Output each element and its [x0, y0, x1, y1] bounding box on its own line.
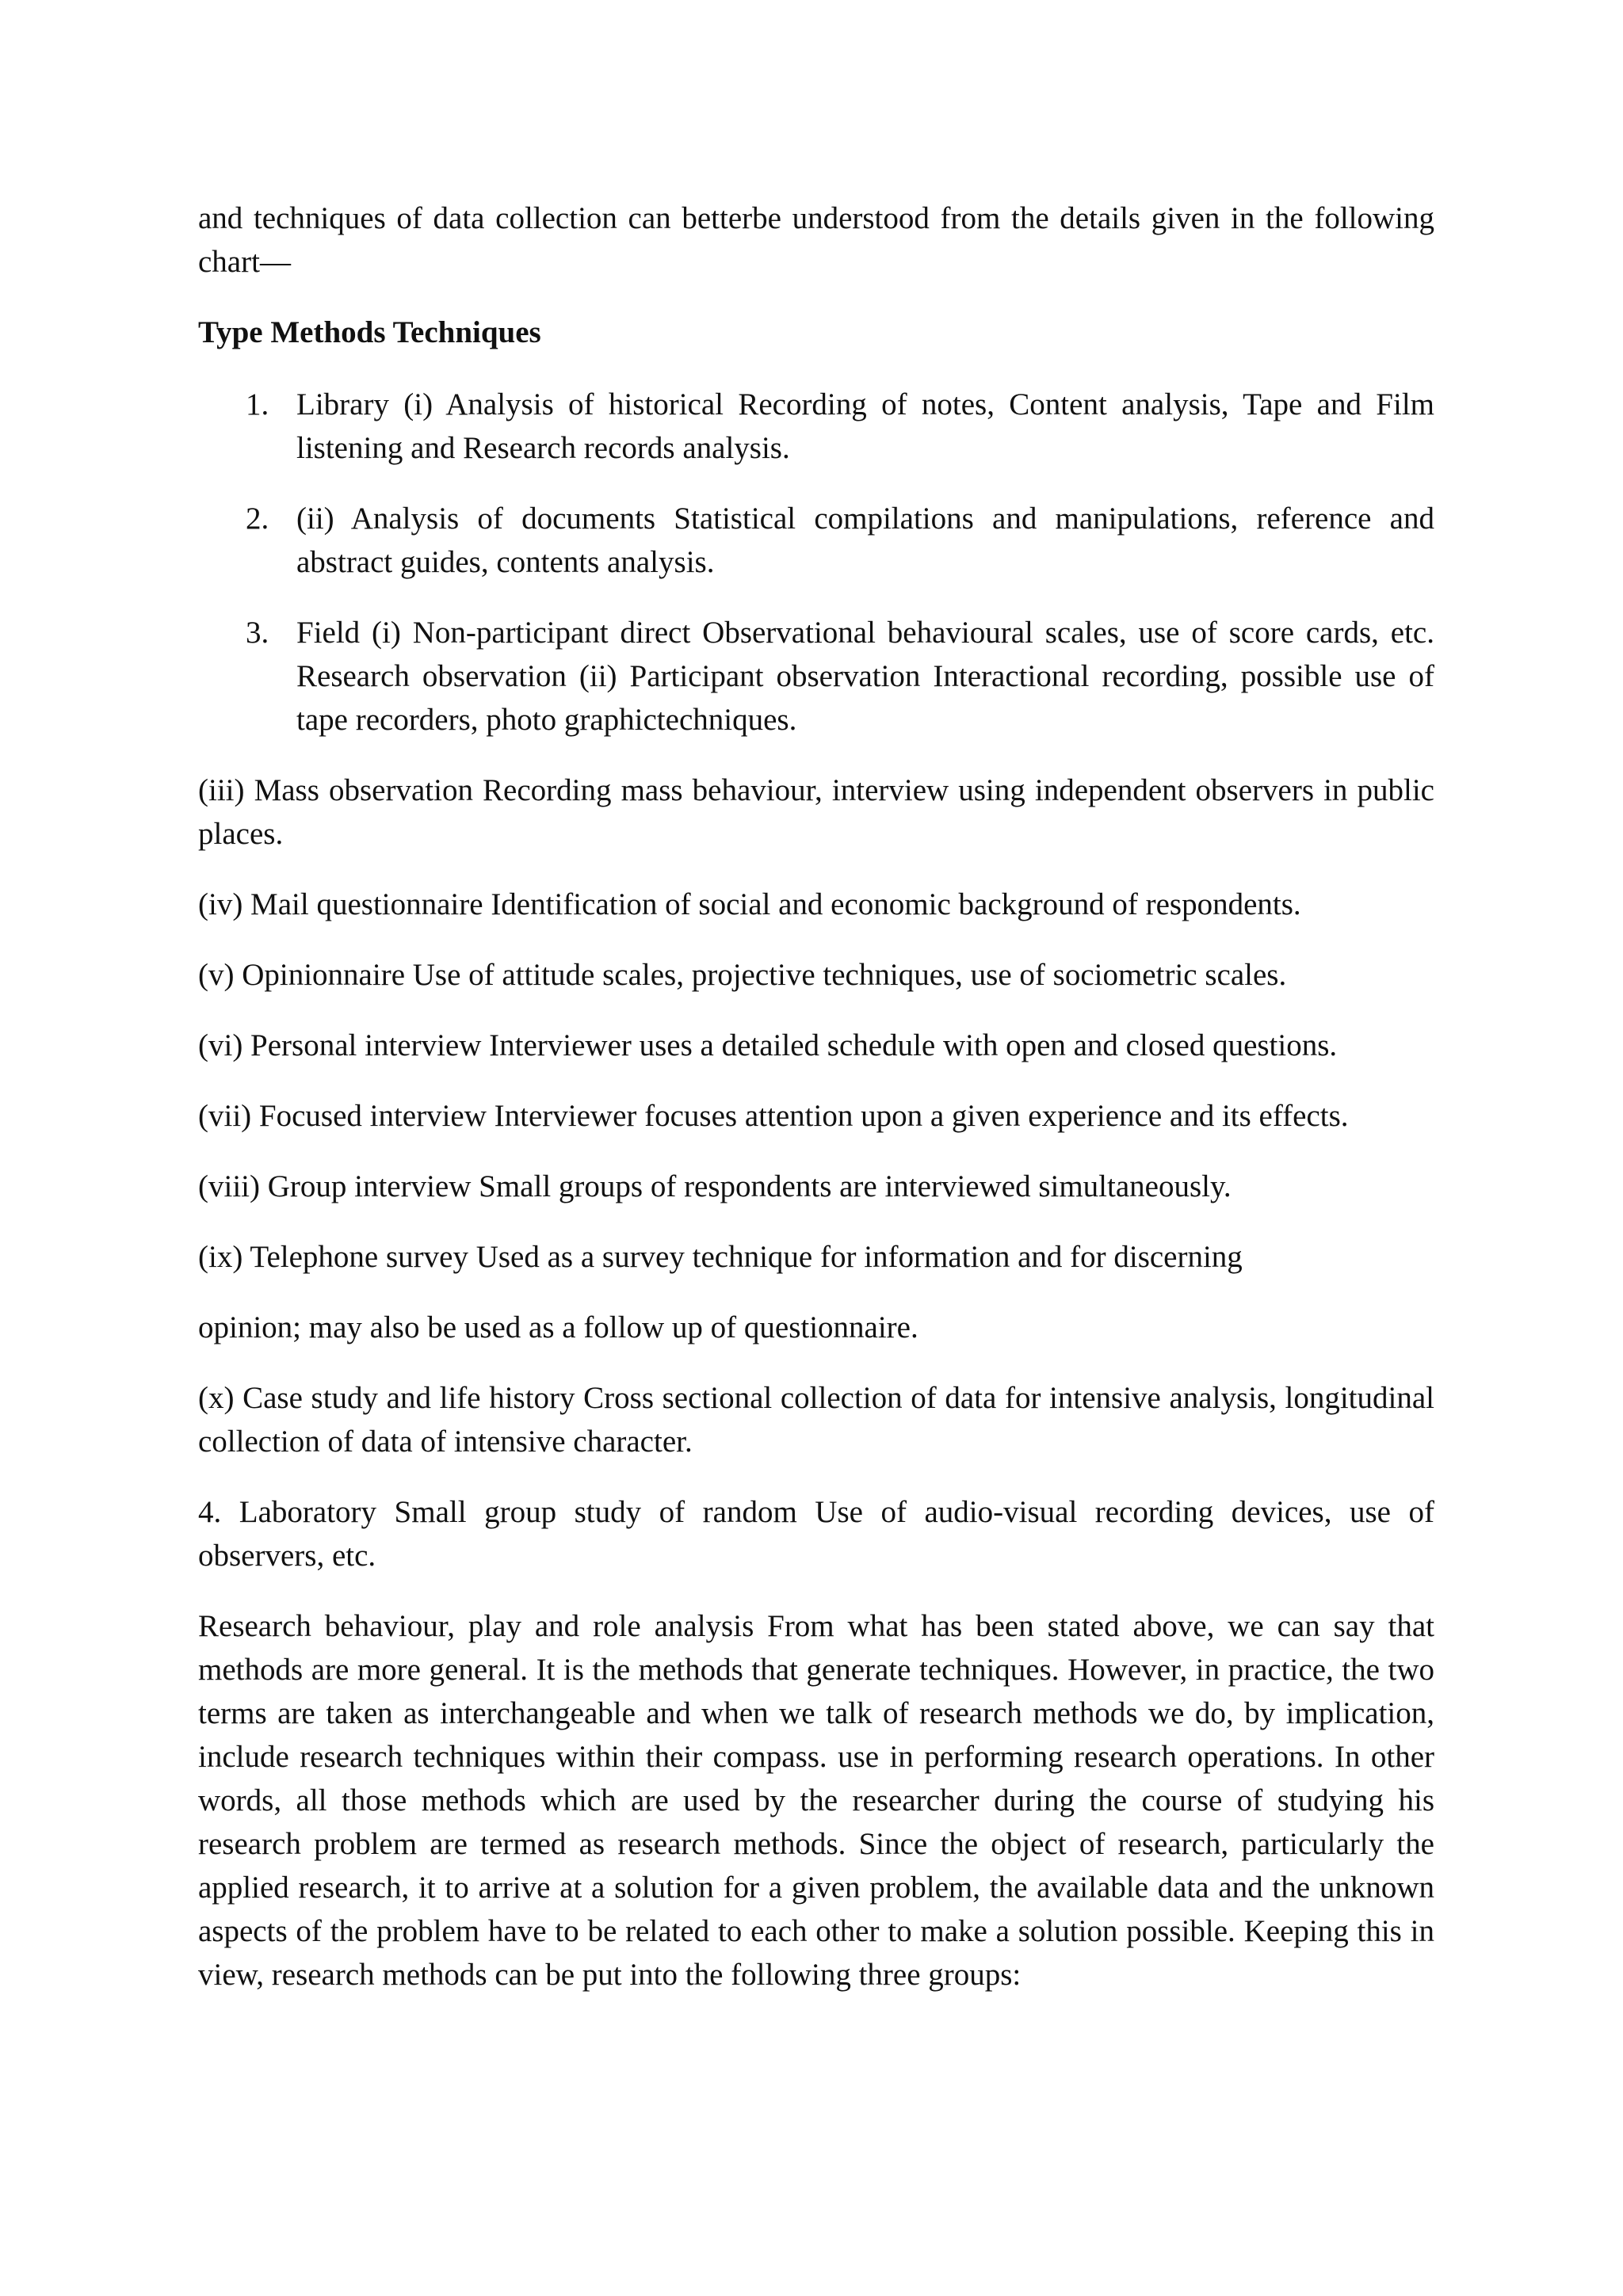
- numbered-list: [198, 383, 1434, 742]
- list-item-number: 3.: [246, 616, 269, 650]
- document-page: [198, 196, 1434, 2023]
- list-item: [198, 611, 1434, 742]
- intro-paragraph: and techniques of data collection can betterbe understood from the details given in the following chart—: [198, 201, 1434, 279]
- paragraph-mail-questionnaire: (iv) Mail questionnaire Identification of social and economic background of respondents.: [198, 887, 1301, 921]
- paragraph-personal-interview: (vi) Personal interview Interviewer uses a detailed schedule with open and closed questions.: [198, 1028, 1338, 1062]
- paragraph-laboratory: 4. Laboratory Small group study of random Use of audio-visual recording devices, use of observers, etc.: [198, 1495, 1434, 1573]
- list-item: [198, 383, 1434, 470]
- list-item: [198, 497, 1434, 584]
- paragraph-focused-interview: (vii) Focused interview Interviewer focuses attention upon a given experience and its effects.: [198, 1099, 1349, 1133]
- paragraph-mass-observation: (iii) Mass observation Recording mass behaviour, interview using independent observers in public places.: [198, 773, 1434, 851]
- list-item-text: (ii) Analysis of documents Statistical compilations and manipulations, reference and abstract guides, contents analysis.: [296, 502, 1434, 579]
- closing-paragraph: Research behaviour, play and role analysis From what has been stated above, we can say that methods are more general. It is the methods that generate techniques. However, in practice, the two terms are taken as interchangeable and when we talk of research methods we do, by implication, include research techniques within their compass. use in performing research operations. In other words, all those methods which are used by the researcher during the course of studying his research problem are termed as research methods. Since the object of research, particularly the applied research, it to arrive at a solution for a given problem, the available data and the unknown aspects of the problem have to be related to each other to make a solution possible. Keeping this in view, research methods can be put into the following three groups:: [198, 1609, 1434, 1992]
- list-item-number: 1.: [246, 387, 269, 421]
- paragraph-telephone-survey: (ix) Telephone survey Used as a survey technique for information and for discerning: [198, 1240, 1243, 1274]
- paragraph-group-interview: (viii) Group interview Small groups of respondents are interviewed simultaneously.: [198, 1169, 1232, 1203]
- list-item-text: Field (i) Non-participant direct Observational behavioural scales, use of score cards, etc. Research observation (ii) Participant observation Interactional recording, possible use of tape recorders, photo graphictechniques.: [296, 616, 1434, 737]
- paragraph-case-study: (x) Case study and life history Cross sectional collection of data for intensive analysis, longitudinal collection of data of intensive character.: [198, 1381, 1434, 1459]
- paragraph-telephone-survey-continued: opinion; may also be used as a follow up of questionnaire.: [198, 1310, 918, 1344]
- list-item-text: Library (i) Analysis of historical Recording of notes, Content analysis, Tape and Film listening and Research records analysis.: [296, 387, 1434, 465]
- paragraph-opinionnaire: (v) Opinionnaire Use of attitude scales, projective techniques, use of sociometric scales.: [198, 958, 1287, 992]
- list-item-number: 2.: [246, 502, 269, 536]
- chart-heading: Type Methods Techniques: [198, 315, 541, 349]
